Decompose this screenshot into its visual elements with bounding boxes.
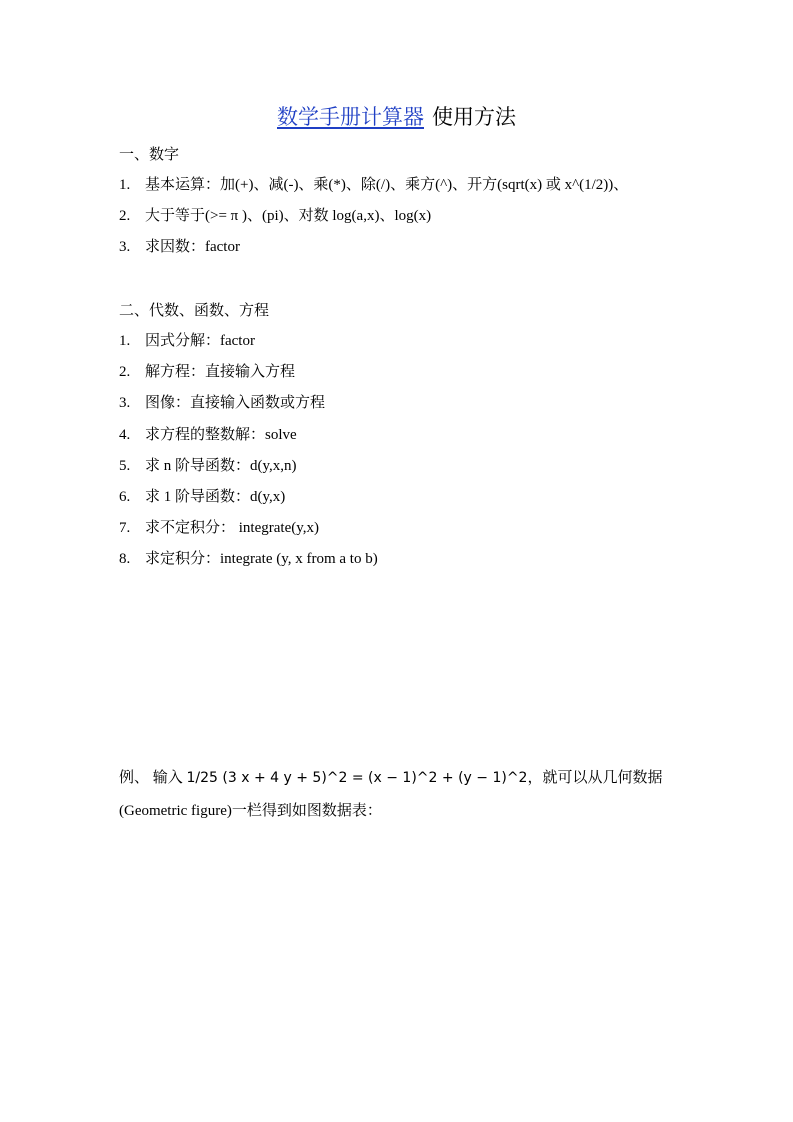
list-item	[119, 518, 378, 549]
list-item	[119, 425, 378, 456]
item-number: 8.	[119, 551, 131, 568]
item-text: 基本运算：加(+)、减(-)、乘(*)、除(/)、乘方(^)、开方(sqrt(x) 或 x^(1/2))、	[145, 177, 629, 193]
list-item	[119, 456, 378, 487]
item-text: 求因数：factor	[145, 239, 240, 256]
example-prefix: 例、 输入	[119, 770, 187, 786]
calculator-link[interactable]: 数学手册计算器	[277, 105, 424, 129]
item-number: 6.	[119, 488, 131, 505]
item-text: 大于等于(>= π )、(pi)、对数 log(a,x)、log(x)	[145, 208, 432, 225]
list-item	[119, 549, 378, 580]
example-paragraph	[119, 768, 679, 834]
algebra-list	[119, 331, 378, 581]
list-item	[119, 487, 378, 518]
item-text: 求不定积分： integrate(y,x)	[145, 520, 319, 537]
section-heading-algebra: 二、代数、函数、方程	[119, 301, 270, 319]
item-number: 1.	[119, 333, 131, 349]
item-text: 求 n 阶导函数：d(y,x,n)	[145, 457, 297, 474]
numbers-list	[119, 175, 628, 269]
page-title	[0, 103, 793, 131]
title-suffix: 使用方法	[432, 105, 516, 129]
example-line-2: (Geometric figure)一栏得到如图数据表：	[119, 803, 382, 819]
item-text: 求 1 阶导函数：d(y,x)	[145, 488, 286, 505]
item-number: 3.	[119, 395, 131, 412]
example-suffix: ，就可以从几何数据	[527, 770, 663, 786]
item-text: 解方程：直接输入方程	[145, 364, 296, 381]
section-heading-numbers: 一、数字	[119, 145, 180, 163]
list-item	[119, 206, 628, 237]
item-text: 因式分解：factor	[145, 333, 255, 349]
item-number: 5.	[119, 457, 131, 474]
list-item	[119, 393, 378, 424]
example-formula: 1/25 (3 x + 4 y + 5)^2 = (x − 1)^2 + (y − 1)^2	[186, 770, 528, 786]
list-item	[119, 175, 628, 206]
item-number: 1.	[119, 177, 131, 193]
item-number: 2.	[119, 364, 131, 381]
list-item	[119, 331, 378, 362]
list-item	[119, 362, 378, 393]
item-number: 3.	[119, 239, 131, 256]
item-number: 4.	[119, 426, 131, 443]
example-line-1	[119, 768, 679, 801]
item-text: 求方程的整数解：solve	[145, 426, 297, 443]
item-number: 7.	[119, 520, 131, 537]
item-number: 2.	[119, 208, 131, 225]
item-text: 图像：直接输入函数或方程	[145, 395, 326, 412]
item-text: 求定积分：integrate (y, x from a to b)	[145, 551, 378, 568]
list-item	[119, 237, 628, 268]
